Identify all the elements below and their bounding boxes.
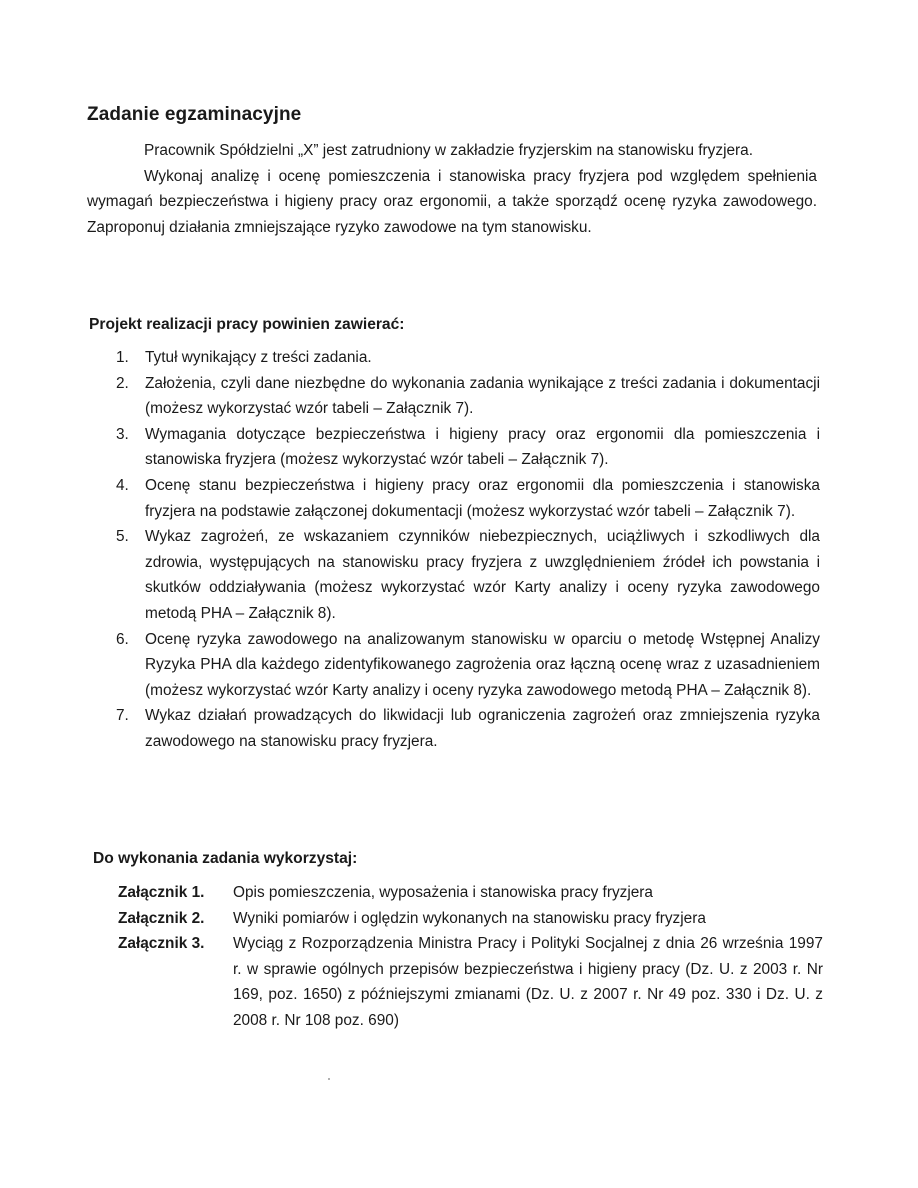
list-item-text: Wykaz działań prowadzących do likwidacji lub ograniczenia zagrożeń oraz zmniejszenia ryzyka zawodowego na stanowisku pracy fryzjera. <box>145 707 820 750</box>
page-title: Zadanie egzaminacyjne <box>87 104 302 125</box>
intro-paragraph: Pracownik Spółdzielni „X” jest zatrudniony w zakładzie fryzjerskim na stanowisku fryzjera. <box>144 142 754 159</box>
attachment-label: Załącznik 3. <box>118 935 205 953</box>
projekt-heading: Projekt realizacji pracy powinien zawierać: <box>89 316 405 333</box>
list-item <box>110 422 820 473</box>
steps-list <box>110 345 820 755</box>
list-item <box>110 627 820 704</box>
attachment-row <box>118 906 823 932</box>
list-item-number: 1. <box>116 349 129 366</box>
list-item <box>110 524 820 626</box>
attachment-text: Wyniki pomiarów i oględzin wykonanych na stanowisku pracy fryzjera <box>233 909 706 927</box>
list-item-text: Wykaz zagrożeń, ze wskazaniem czynników niebezpiecznych, uciążliwych i szkodliwych dla zdrowia, występujących na stanowisku pracy fryzjera z uwzględnieniem źródeł ich powstania i skutków oddziaływania (możesz wykorzystać wzór Karty analizy i oceny ryzyka zawodowego metodą PHA – Załącznik 8). <box>145 528 820 622</box>
attachment-row <box>118 931 823 1033</box>
list-item-number: 2. <box>116 374 129 392</box>
do-wykonania-heading: Do wykonania zadania wykorzystaj: <box>93 850 358 867</box>
list-item-text: Ocenę stanu bezpieczeństwa i higieny pracy oraz ergonomii dla pomieszczenia i stanowiska fryzjera na podstawie załączonej dokumentacji (możesz wykorzystać wzór tabeli – Załącznik 7). <box>145 476 820 520</box>
list-item-number: 3. <box>116 425 129 443</box>
list-item-text: Tytuł wynikający z treści zadania. <box>145 349 372 366</box>
scan-speck <box>328 1078 330 1080</box>
list-item <box>110 703 820 754</box>
list-item-text: Założenia, czyli dane niezbędne do wykonania zadania wynikające z treści zadania i dokumentacji (możesz wykorzystać wzór tabeli – Załącznik 7). <box>145 374 820 418</box>
list-item-number: 7. <box>116 707 129 725</box>
attachment-row <box>118 880 823 906</box>
list-item <box>110 371 820 422</box>
intro-text <box>87 138 817 240</box>
attachments-list <box>118 880 823 1034</box>
list-item <box>110 345 820 371</box>
attachment-text: Opis pomieszczenia, wyposażenia i stanowiska pracy fryzjera <box>233 884 653 901</box>
list-item-text: Ocenę ryzyka zawodowego na analizowanym stanowisku w oparciu o metodę Wstępnej Analizy Ryzyka PHA dla każdego zidentyfikowanego zagrożenia oraz łączną ocenę wraz z uzasadnieniem (możesz wykorzystać wzór Karty analizy i oceny ryzyka zawodowego metodą PHA – Załącznik 8). <box>145 630 820 699</box>
attachment-label: Załącznik 2. <box>118 909 205 927</box>
intro-paragraph: Wykonaj analizę i ocenę pomieszczenia i stanowiska pracy fryzjera pod względem spełnienia wymagań bezpieczeństwa i higieny pracy oraz ergonomii, a także sporządź ocenę ryzyka zawodowego. Zaproponuj działania zmniejszające ryzyko zawodowe na tym stanowisku. <box>87 167 817 236</box>
list-item-number: 6. <box>116 630 129 648</box>
list-item-number: 4. <box>116 476 129 494</box>
attachment-text: Wyciąg z Rozporządzenia Ministra Pracy i Polityki Socjalnej z dnia 26 września 1997 r. w sprawie ogólnych przepisów bezpieczeństwa i higieny pracy (Dz. U. z 2003 r. Nr 169, poz. 1650) z późniejszymi zmianami (Dz. U. z 2007 r. Nr 49 poz. 330 i Dz. U. z 2008 r. Nr 108 poz. 690) <box>233 935 823 1029</box>
list-item-number: 5. <box>116 528 129 546</box>
list-item-text: Wymagania dotyczące bezpieczeństwa i higieny pracy oraz ergonomii dla pomieszczenia i stanowiska fryzjera (możesz wykorzystać wzór tabeli – Załącznik 7). <box>145 425 820 469</box>
list-item <box>110 473 820 524</box>
attachment-label: Załącznik 1. <box>118 884 205 901</box>
